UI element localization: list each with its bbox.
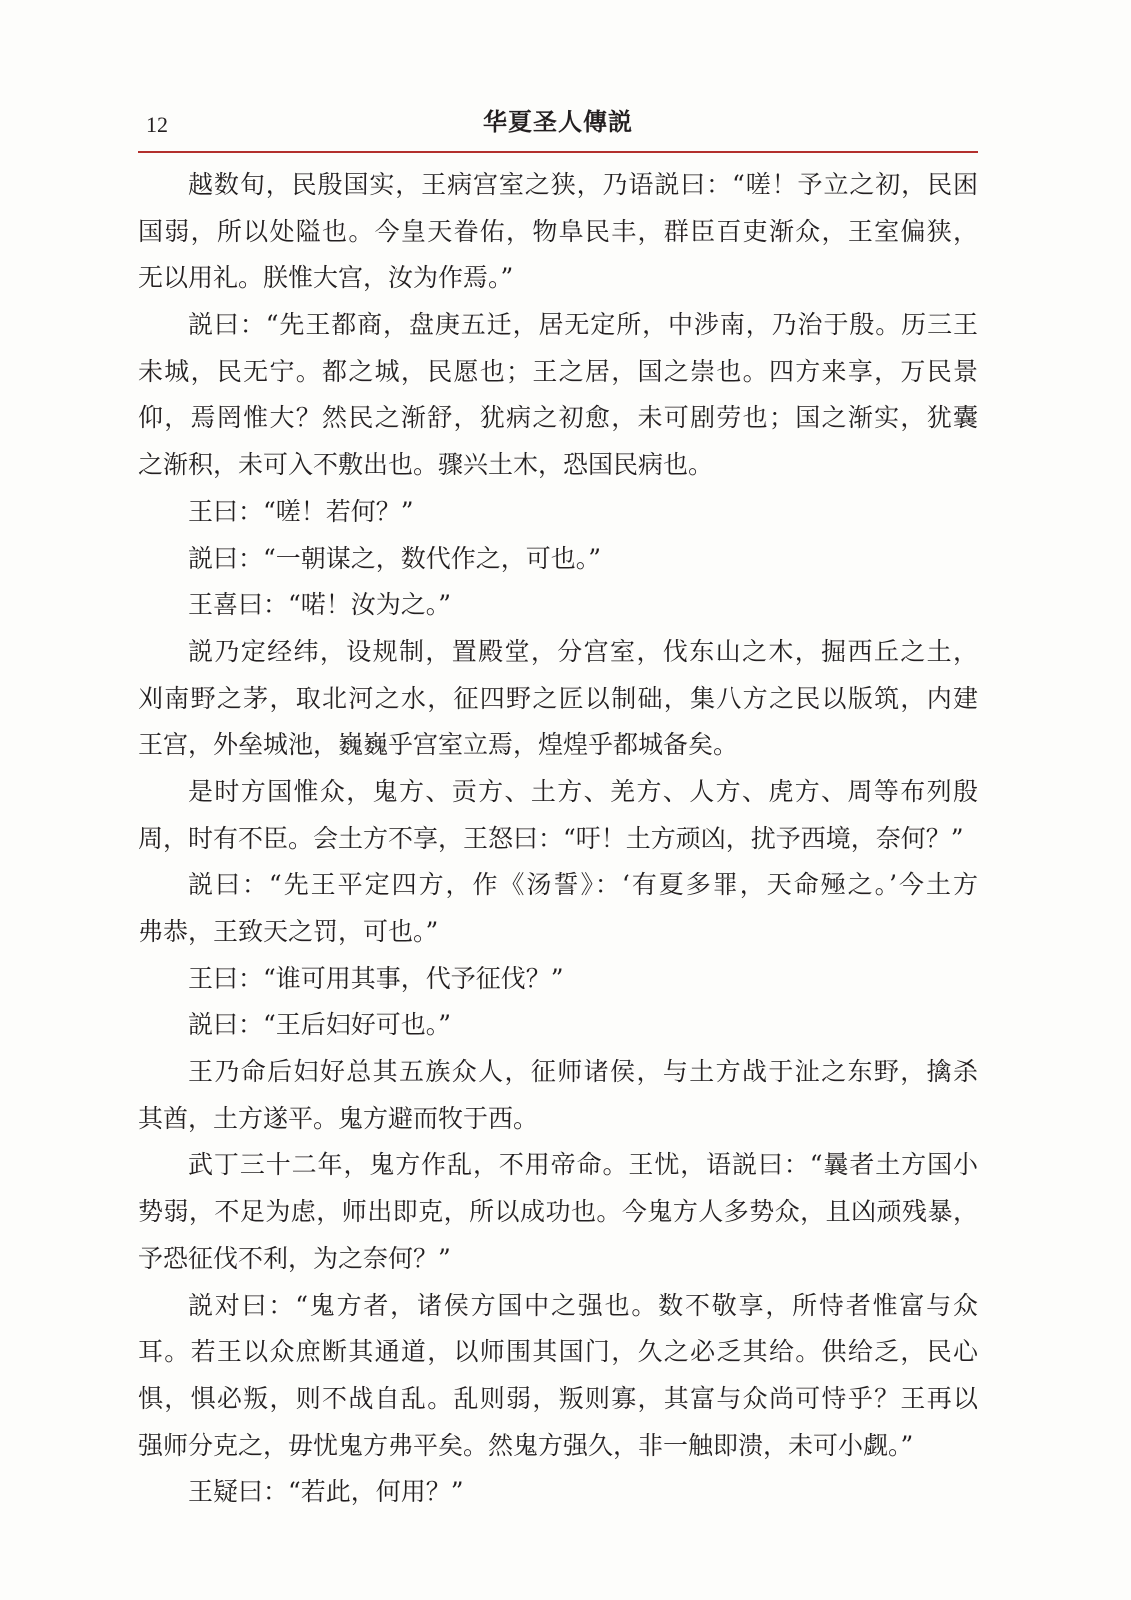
text-line: 王喜曰：“喏！汝为之。” (188, 590, 452, 620)
text-line: 仰，焉罔惟大？然民之渐舒，犹病之初愈，未可剧劳也；国之渐实，犹囊 (138, 403, 978, 433)
running-title: 华夏圣人傳説 (483, 107, 633, 136)
paragraph (138, 769, 978, 862)
text-line: 周，时有不臣。会土方不享，王怒曰：“吁！土方顽凶，扰予西境，奈何？” (138, 823, 964, 853)
header-rule (138, 151, 978, 153)
paragraph (138, 1142, 978, 1282)
text-line: 予恐征伐不利，为之奈何？” (138, 1243, 451, 1273)
text-line: 説曰：“先王平定四方，作《汤誓》：‘有夏多罪，天命殛之。’今土方 (188, 870, 978, 900)
text-line: 説乃定经纬，设规制，置殿堂，分宫室，伐东山之木，掘西丘之土， (188, 636, 978, 666)
text-line: 是时方国惟众，鬼方、贡方、土方、羌方、人方、虎方、周等布列殷 (188, 776, 978, 806)
text-line: 其酋，土方遂平。鬼方避而牧于西。 (138, 1103, 539, 1133)
paragraph (138, 582, 978, 629)
paragraph (138, 1049, 978, 1142)
paragraph (138, 1469, 978, 1516)
text-line: 刈南野之茅，取北河之水，征四野之匠以制础，集八方之民以版筑，内建 (138, 683, 978, 713)
text-line: 国弱，所以处隘也。今皇天眷佑，物阜民丰，群臣百吏渐众，王室偏狭， (138, 216, 978, 246)
paragraph (138, 302, 978, 489)
text-line: 王宫，外垒城池，巍巍乎宫室立焉，煌煌乎都城备矣。 (138, 730, 739, 760)
text-line: 惧，惧必叛，则不战自乱。乱则弱，叛则寡，其富与众尚可恃乎？王再以 (138, 1383, 978, 1413)
text-line: 耳。若王以众庶断其通道，以师围其国门，久之必乏其给。供给乏，民心 (138, 1337, 978, 1367)
text-line: 越数旬，民殷国实，王病宫室之狭，乃语説曰：“嗟！予立之初，民困 (188, 170, 978, 199)
paragraph (138, 862, 978, 955)
paragraph (138, 629, 978, 769)
body-text (138, 162, 978, 1516)
text-line: 王曰：“谁可用其事，代予征伐？” (188, 963, 564, 993)
text-line: 强师分克之，毋忧鬼方弗平矣。然鬼方强久，非一触即溃，未可小觑。” (138, 1430, 914, 1460)
text-line: 无以用礼。朕惟大宫，汝为作焉。” (138, 263, 514, 293)
text-line: 説曰：“先王都商，盘庚五迁，居无定所，中涉南，乃治于殷。历三王 (188, 310, 978, 340)
text-line: 武丁三十二年，鬼方作乱，不用帝命。王忧，语説曰：“曩者土方国小 (188, 1150, 978, 1180)
paragraph (138, 1283, 978, 1470)
text-line: 王乃命后妇好总其五族众人，征师诸侯，与土方战于沚之东野，擒杀 (188, 1057, 978, 1087)
paragraph (138, 1002, 978, 1049)
text-line: 説曰：“王后妇好可也。” (188, 1010, 452, 1040)
text-line: 王曰：“嗟！若何？” (188, 496, 414, 526)
text-line: 势弱，不足为虑，师出即克，所以成功也。今鬼方人多势众，且凶顽残暴， (138, 1197, 978, 1227)
text-line: 弗恭，王致天之罚，可也。” (138, 917, 439, 946)
paragraph (138, 956, 978, 1003)
text-line: 説曰：“一朝谋之，数代作之，可也。” (188, 543, 602, 573)
text-line: 説对曰：“鬼方者，诸侯方国中之强也。数不敬享，所恃者惟富与众 (188, 1290, 978, 1320)
text-line: 王疑曰：“若此，何用？” (188, 1477, 464, 1507)
text-line: 之渐积，未可入不敷出也。骤兴土木，恐国民病也。 (138, 450, 714, 480)
page-number: 12 (146, 112, 168, 137)
paragraph (138, 489, 978, 536)
paragraph (138, 162, 978, 302)
paragraph (138, 536, 978, 583)
text-line: 未城，民无宁。都之城，民愿也；王之居，国之崇也。四方来享，万民景 (138, 356, 978, 386)
